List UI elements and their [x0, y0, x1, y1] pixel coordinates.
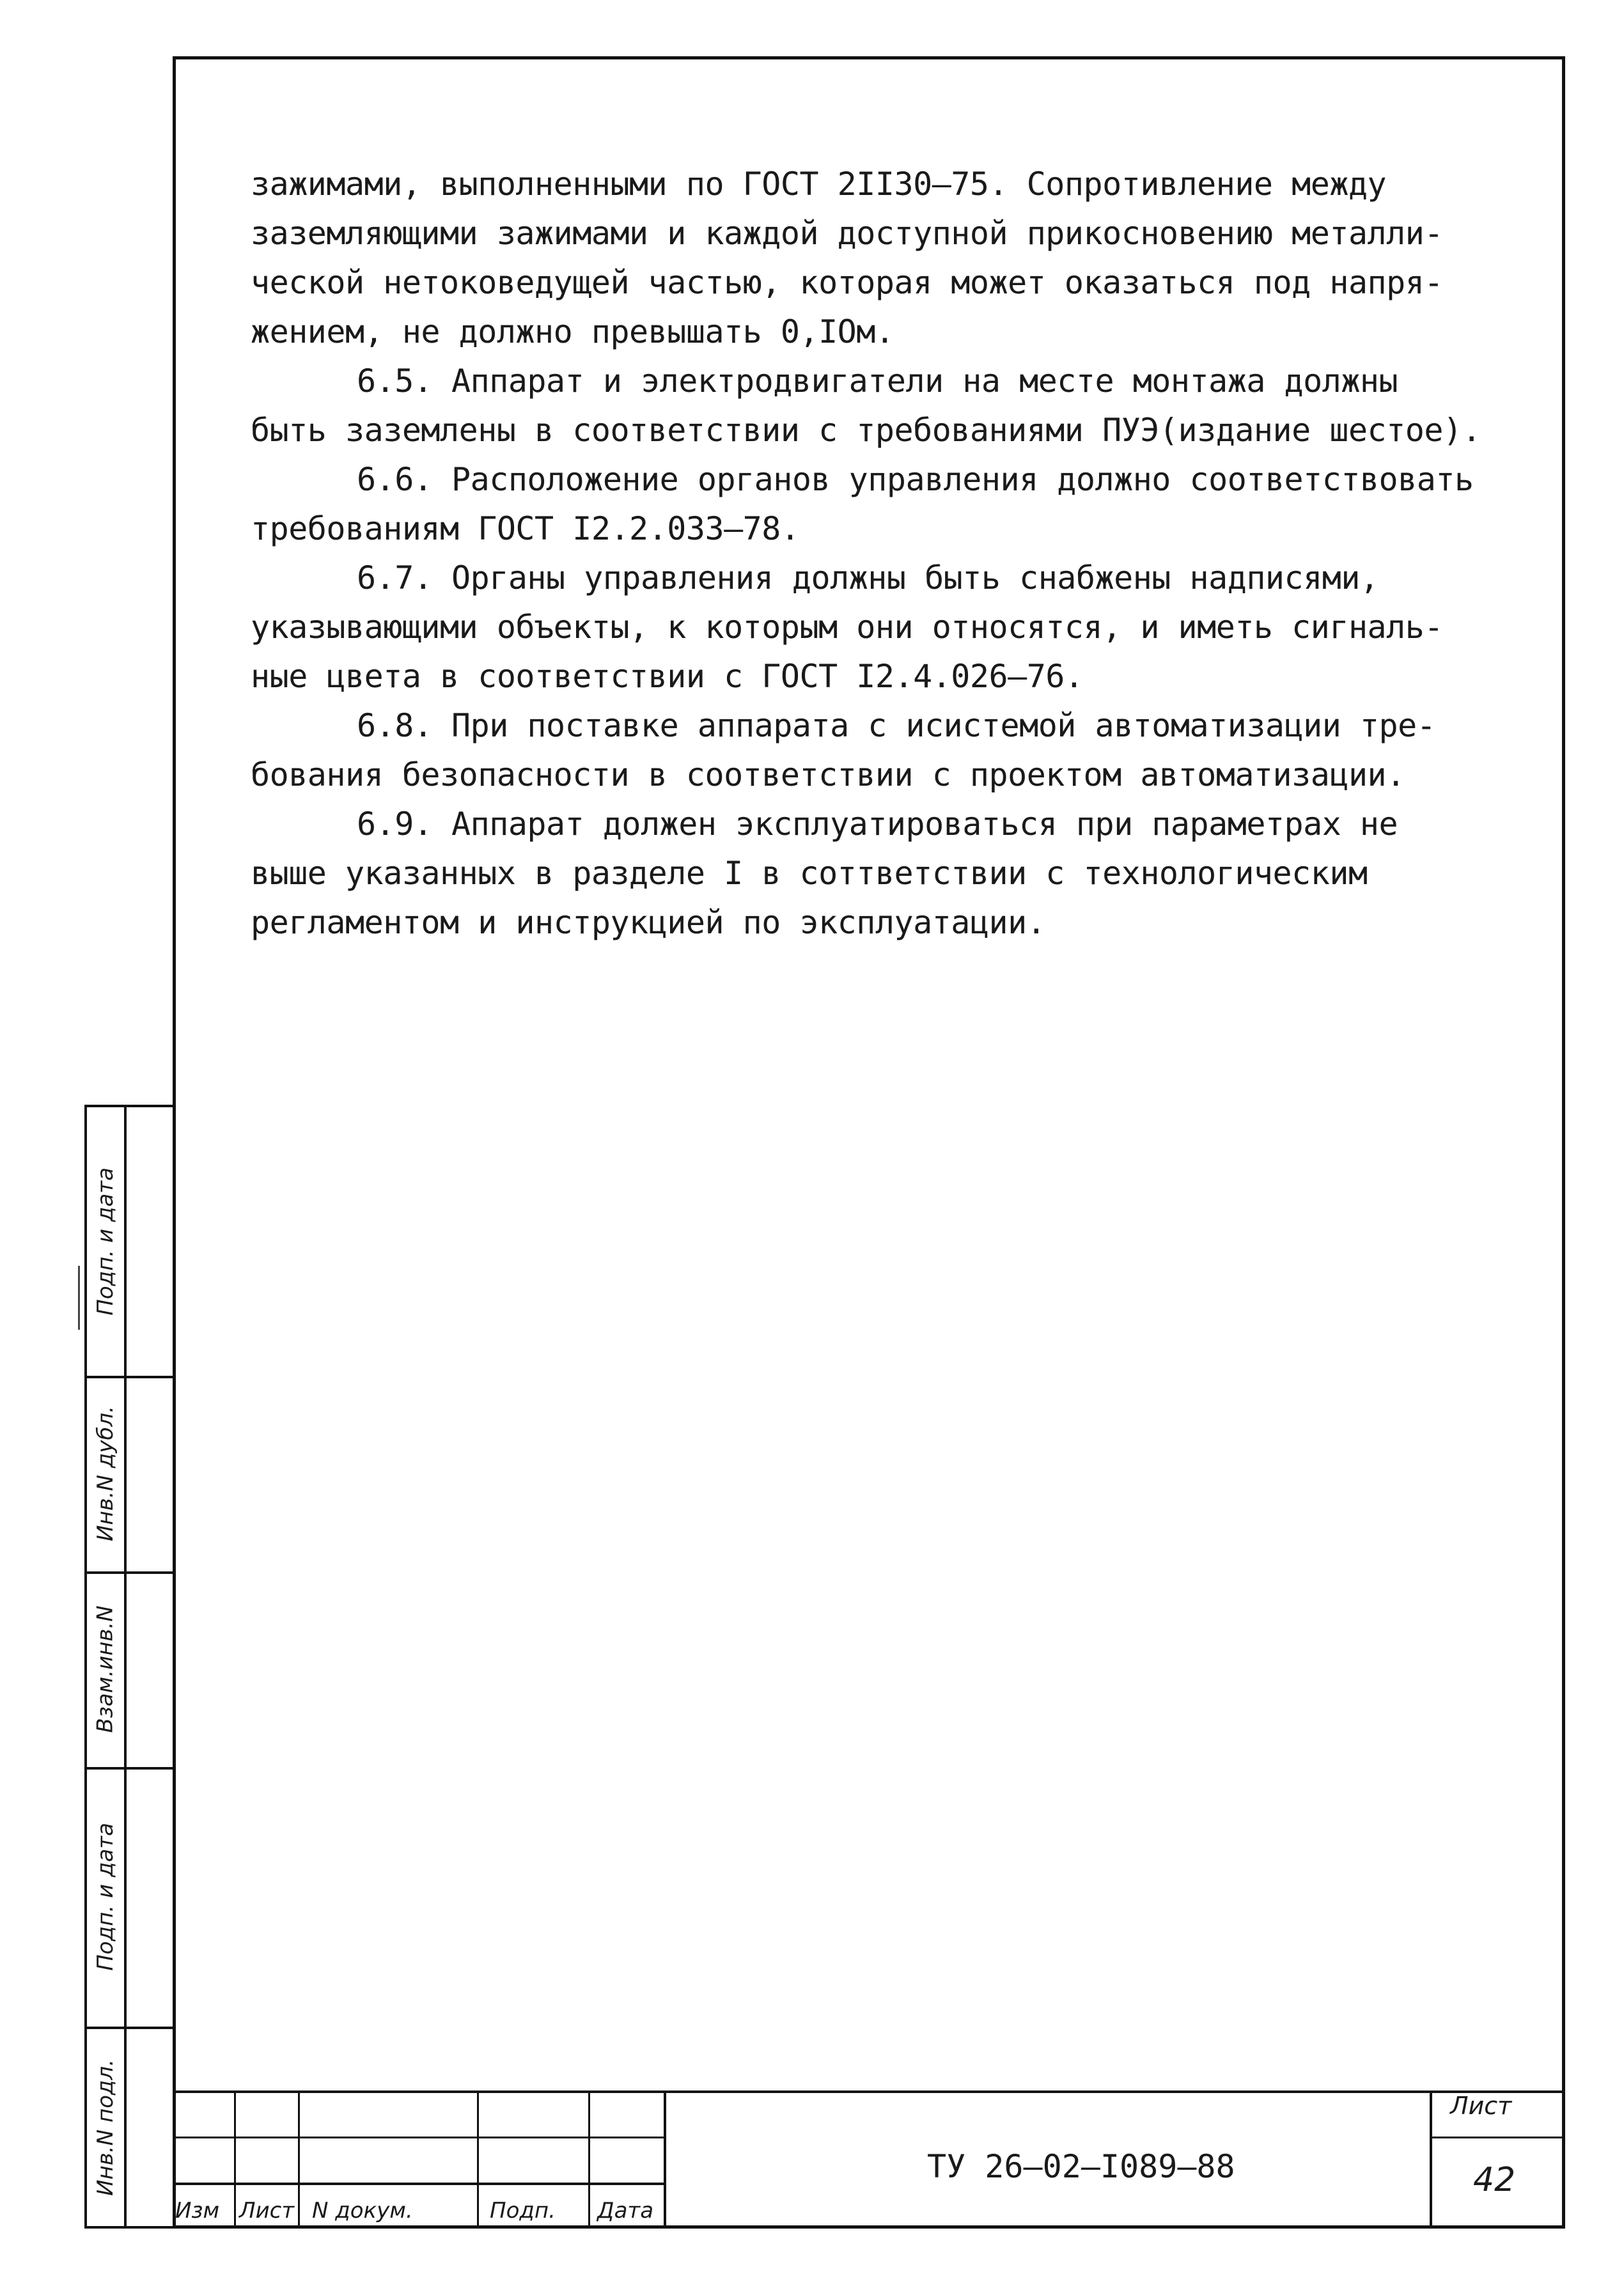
title-block-col-rule [298, 2090, 300, 2229]
text-line: бования безопасности в соответствии с проектом автоматизации. [251, 756, 1405, 793]
text-line: 6.6. Расположение органов управления должно соответствовать [357, 461, 1474, 498]
text-line: заземляющими зажимами и каждой доступной прикосновению металли- [251, 215, 1443, 252]
title-block-col-rule [1430, 2090, 1432, 2229]
title-block-col-rule [588, 2090, 590, 2229]
text-line: 6.5. Аппарат и электродвигатели на месте монтажа должны [357, 362, 1398, 400]
text-line: ческой нетоковедущей частью, которая может оказаться под напря- [251, 264, 1443, 301]
label-podp-data-top: Подп. и дата [93, 1167, 119, 1316]
col-izm: Изм [175, 2198, 220, 2223]
title-block-row-rule [173, 2183, 665, 2185]
sheet-label: Лист [1450, 2092, 1512, 2120]
body-text [251, 160, 1555, 947]
margin-stamp-column [84, 1105, 173, 2229]
title-block-row-rule [173, 2137, 665, 2138]
col-data: Дата [597, 2198, 654, 2223]
title-block-col-rule [477, 2090, 479, 2229]
text-line: зажимами, выполненными по ГОСТ 2II30–75. Сопротивление между [251, 166, 1387, 203]
text-line: 6.7. Органы управления должны быть снабжены надписями, [357, 559, 1379, 596]
label-inv-podl: Инв.N подл. [93, 2059, 119, 2196]
text-line: регламентом и инструкцией по эксплуатации. [251, 904, 1046, 941]
text-line: ные цвета в соответствии с ГОСТ I2.4.026–76. [251, 658, 1084, 695]
label-podp-data-bottom: Подп. и дата [93, 1823, 119, 1971]
text-line: выше указанных в разделе I в соттветствии с технологическим [251, 855, 1368, 892]
text-line: 6.9. Аппарат должен эксплуатироваться при параметрах не [357, 806, 1398, 843]
label-vzam-inv: Взам.инв.N [93, 1605, 118, 1733]
text-line: 6.8. При поставке аппарата с исистемой автоматизации тре- [357, 707, 1436, 744]
col-dokum: N докум. [312, 2198, 413, 2223]
document-code: ТУ 26–02–I089–88 [927, 2148, 1235, 2185]
title-block-top-rule [173, 2090, 1565, 2093]
text-line: жением, не должно превышать 0,IОм. [251, 313, 894, 350]
col-podp: Подп. [490, 2198, 556, 2223]
sheet-number: 42 [1473, 2161, 1516, 2199]
text-line: требованиям ГОСТ I2.2.033–78. [251, 510, 800, 547]
text-line: быть заземлены в соответствии с требованиями ПУЭ(издание шестое). [251, 412, 1481, 449]
margin-tick [78, 1266, 80, 1330]
sheet-cell-rule [1431, 2137, 1565, 2138]
title-block-col-rule [234, 2090, 236, 2229]
text-line: указывающими объекты, к которым они относятся, и иметь сигналь- [251, 609, 1443, 646]
title-block-col-rule [664, 2090, 666, 2229]
title-block [173, 2090, 1565, 2229]
margin-stamp-divider [124, 1107, 127, 2226]
col-list: Лист [239, 2198, 295, 2223]
label-inv-dubl: Инв.N дубл. [93, 1406, 119, 1541]
